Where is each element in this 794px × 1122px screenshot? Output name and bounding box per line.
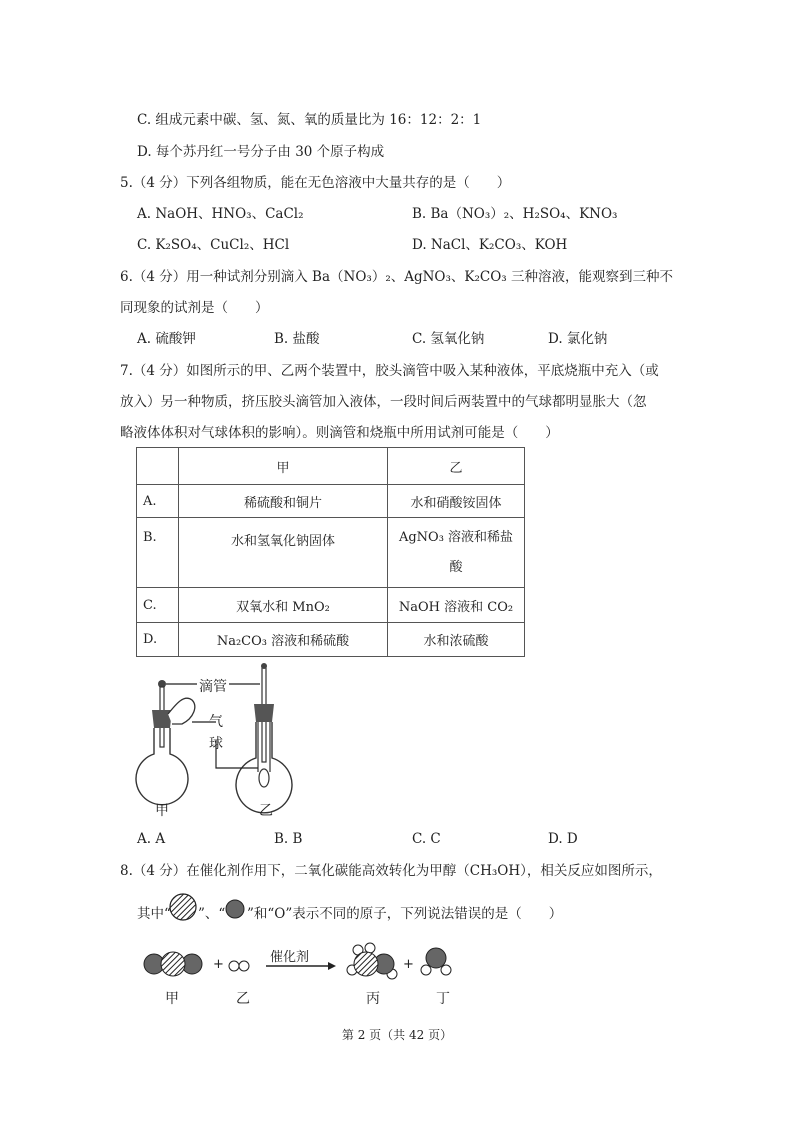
q8-stem-a: 其中“: [137, 906, 171, 922]
molecule-bing: [347, 943, 397, 979]
q5-stem: 5.（4 分）下列各组物质，能在无色溶液中大量共存的是（ ）: [120, 175, 511, 191]
label-bing: 丙: [366, 991, 380, 1007]
q6-option-d: D. 氯化钠: [548, 331, 608, 347]
label-ding: 丁: [436, 991, 450, 1007]
table-cell: 水和浓硫酸: [388, 623, 525, 657]
hatched-atom-icon: [168, 892, 198, 922]
q8-stem-c: ”和“O”表示不同的原子，下列说法错误的是（ ）: [247, 906, 563, 922]
page-footer: 第 2 页（共 42 页）: [341, 1028, 453, 1042]
plus-sign-1: +: [213, 957, 224, 972]
table-cell: C.: [137, 588, 179, 623]
table-cell: 乙: [388, 448, 525, 485]
catalyst-label: 催化剂: [270, 950, 310, 965]
table-row: [137, 518, 525, 588]
label-yi: 乙: [259, 803, 273, 819]
table-cell: D.: [137, 623, 179, 657]
dropper-label: 滴管: [197, 676, 229, 696]
q6-option-b: B. 盐酸: [274, 331, 320, 347]
q5-option-d: D. NaCl、K₂CO₃、KOH: [412, 237, 568, 253]
table-cell: 稀硫酸和铜片: [179, 485, 388, 518]
table-cell: [137, 448, 179, 485]
plus-sign-2: +: [403, 957, 414, 972]
table-cell: 水和硝酸铵固体: [388, 485, 525, 518]
q7-stem-line3: 略液体体积对气球体积的影响）。则滴管和烧瓶中所用试剂可能是（ ）: [120, 425, 559, 441]
flask-yi: [236, 663, 292, 813]
table-row: [137, 485, 525, 518]
molecule-yi: [229, 961, 249, 971]
molecule-ding: [421, 948, 451, 975]
table-row: [137, 623, 525, 657]
label-jia: 甲: [155, 803, 169, 819]
table-cell: AgNO₃ 溶液和稀盐酸: [388, 518, 525, 588]
q8-stem-line1: 8.（4 分）在催化剂作用下，二氧化碳能高效转化为甲醇（CH₃OH），相关反应如图所示，: [120, 863, 662, 879]
table-row: [137, 588, 525, 623]
molecule-jia: [144, 952, 202, 976]
q7-option-c: C. C: [412, 831, 441, 847]
table-cell: 双氧水和 MnO₂: [179, 588, 388, 623]
table-cell: Na₂CO₃ 溶液和稀硫酸: [179, 623, 388, 657]
q7-stem-line2: 放入）另一种物质，挤压胶头滴管加入液体，一段时间后两装置中的气球都明显胀大（忽: [120, 394, 647, 410]
label-yi: 乙: [236, 991, 250, 1007]
q6-stem-line1: 6.（4 分）用一种试剂分别滴入 Ba（NO₃）₂、AgNO₃、K₂CO₃ 三种溶液，能观察到三种不: [120, 269, 674, 285]
label-jia: 甲: [165, 991, 179, 1007]
table-cell: 水和氢氧化钠固体: [179, 518, 388, 588]
q6-option-a: A. 硫酸钾: [137, 331, 196, 347]
balloon-label-2: 球: [209, 736, 223, 752]
q7-option-d: D. D: [548, 831, 578, 847]
q4-option-c: C. 组成元素中碳、氢、氮、氧的质量比为 16：12：2：1: [137, 112, 482, 128]
q6-option-c: C. 氢氧化钠: [412, 331, 485, 347]
q7-option-a: A. A: [137, 831, 166, 847]
table-header-row: [137, 448, 525, 485]
flask-jia: [136, 680, 195, 805]
q8-stem-b: ”、“: [198, 906, 226, 922]
q5-option-b: B. Ba（NO₃）₂、H₂SO₄、KNO₃: [412, 206, 618, 222]
q4-option-d: D. 每个苏丹红一号分子由 30 个原子构成: [137, 144, 385, 160]
gray-atom-icon: [224, 898, 246, 920]
q7-option-b: B. B: [274, 831, 303, 847]
q7-stem-line1: 7.（4 分）如图所示的甲、乙两个装置中，胶头滴管中吸入某种液体，平底烧瓶中充入（或: [120, 363, 659, 379]
q5-option-c: C. K₂SO₄、CuCl₂、HCl: [137, 237, 290, 253]
q7-table: [136, 447, 525, 657]
table-cell: 甲: [179, 448, 388, 485]
table-cell: B.: [137, 518, 179, 588]
q5-option-a: A. NaOH、HNO₃、CaCl₂: [137, 206, 304, 222]
table-cell: NaOH 溶液和 CO₂: [388, 588, 525, 623]
balloon-label-1: 气: [209, 714, 223, 730]
q6-stem-line2: 同现象的试剂是（ ）: [120, 300, 269, 316]
table-cell: A.: [137, 485, 179, 518]
